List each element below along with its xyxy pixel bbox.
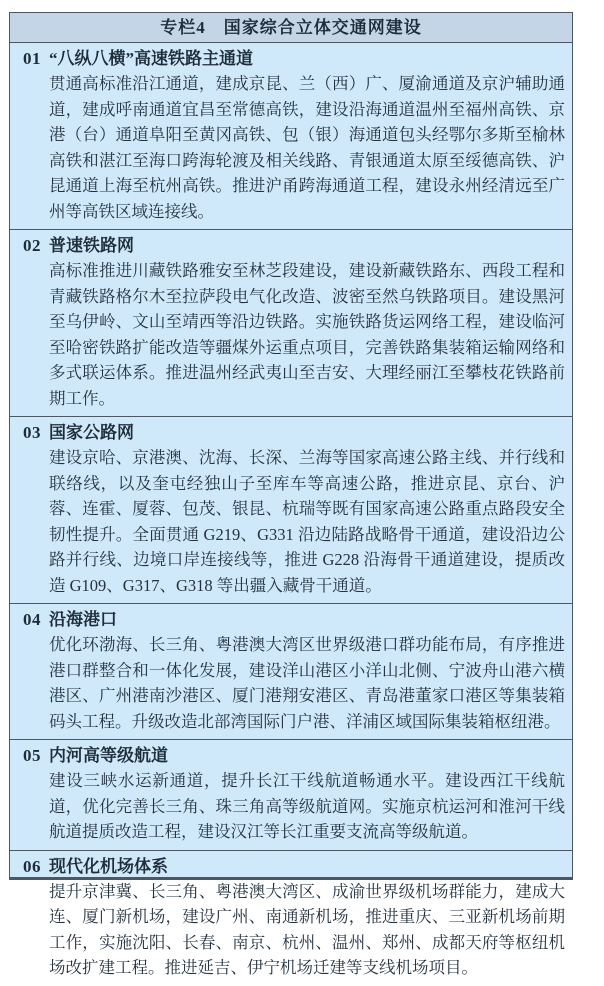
section-body-text: 高标准推进川藏铁路雅安至林芝段建设，建设新藏铁路东、西段工程和青藏铁路格尔木至拉萨段电气化改造、波密至然乌铁路项目。建设黑河至乌伊岭、文山至靖西等沿边铁路。实施铁路货运网络工程，建设临河至哈密铁路扩能改造等疆煤外运重点项目，完善铁路集装箱运输网络和多式联运体系。推进温州经武夷山至吉安、大理经丽江至攀枝花铁路前期工作。 bbox=[49, 261, 565, 408]
section-body-text: 提升京津冀、长三角、粤港澳大湾区、成渝世界级机场群能力，建成大连、厦门新机场，建设广州、南通新机场，推进重庆、三亚新机场前期工作，实施沈阳、长春、南京、杭州、温州、郑州、成都天府等枢纽机场改扩建工程。推进延吉、伊宁机场迁建等支线机场项目。 bbox=[49, 881, 565, 977]
section-03 bbox=[10, 417, 572, 604]
section-01 bbox=[10, 43, 572, 230]
section-number: 01 bbox=[23, 49, 41, 68]
section-body-text: 优化环渤海、长三角、粤港澳大湾区世界级港口群功能布局，有序推进港口群整合和一体化发展，建设洋山港区小洋山北侧、宁波舟山港六横港区、广州港南沙港区、厦门港翔安港区、青岛港董家口港区等集装箱码头工程。升级改造北部湾国际门户港、洋浦区域国际集装箱枢纽港。 bbox=[49, 635, 565, 731]
section-number: 04 bbox=[23, 610, 41, 629]
section-06 bbox=[10, 851, 572, 986]
section-02 bbox=[10, 230, 572, 417]
section-number: 03 bbox=[23, 423, 41, 442]
section-title: “八纵八横”高速铁路主通道 bbox=[49, 49, 253, 68]
section-heading bbox=[10, 46, 572, 71]
section-body-text: 建设三峡水运新通道，提升长江干线航道畅通水平。建设西江干线航道，优化完善长三角、珠三角高等级航道网。实施京杭运河和淮河干线航道提质改造工程，建设汉江等长江重要支流高等级航道。 bbox=[49, 771, 565, 841]
infobox-panel bbox=[9, 12, 573, 977]
section-number: 02 bbox=[23, 236, 41, 255]
section-title: 现代化机场体系 bbox=[49, 856, 168, 876]
section-05 bbox=[10, 740, 572, 851]
section-number: 06 bbox=[23, 856, 41, 876]
section-title: 国家公路网 bbox=[49, 423, 134, 442]
section-heading bbox=[10, 607, 572, 632]
section-title: 普速铁路网 bbox=[49, 236, 134, 255]
section-heading bbox=[10, 233, 572, 258]
section-body-text: 建设京哈、京港澳、沈海、长深、兰海等国家高速公路主线、并行线和联络线，以及奎屯经独山子至库车等高速公路，推进京昆、京台、沪蓉、连霍、厦蓉、包茂、银昆、杭瑞等既有国家高速公路重点路段安全韧性提升。全面贯通 G219、G331 沿边陆路战略骨干通道，建设沿边公路并行线、边境口岸连接线等，推进 G228 沿海骨干通道建设，提质改造 G109、G317、G318 等出疆入藏骨干通道。 bbox=[49, 448, 565, 595]
panel-header bbox=[10, 13, 572, 43]
section-heading bbox=[10, 743, 572, 768]
section-title: 沿海港口 bbox=[49, 610, 117, 629]
section-body-text: 贯通高标准沿江通道，建成京昆、兰（西）广、厦渝通道及京沪辅助通道，建成呼南通道宜昌至常德高铁，建设沿海通道温州至福州高铁、京港（台）通道阜阳至黄冈高铁、包（银）海通道包头经鄂尔多斯至榆林高铁和湛江至海口跨海轮渡及相关线路、青银通道太原至绥德高铁、沪昆通道上海至杭州高铁。推进沪甬跨海通道工程，建设永州经清远至广州等高铁区域连接线。 bbox=[49, 74, 565, 221]
section-number: 05 bbox=[23, 746, 41, 765]
section-04 bbox=[10, 604, 572, 740]
section-heading bbox=[10, 854, 572, 879]
section-title: 内河高等级航道 bbox=[49, 746, 168, 765]
panel-title: 专栏4 国家综合立体交通网建设 bbox=[160, 18, 422, 37]
section-heading bbox=[10, 420, 572, 445]
